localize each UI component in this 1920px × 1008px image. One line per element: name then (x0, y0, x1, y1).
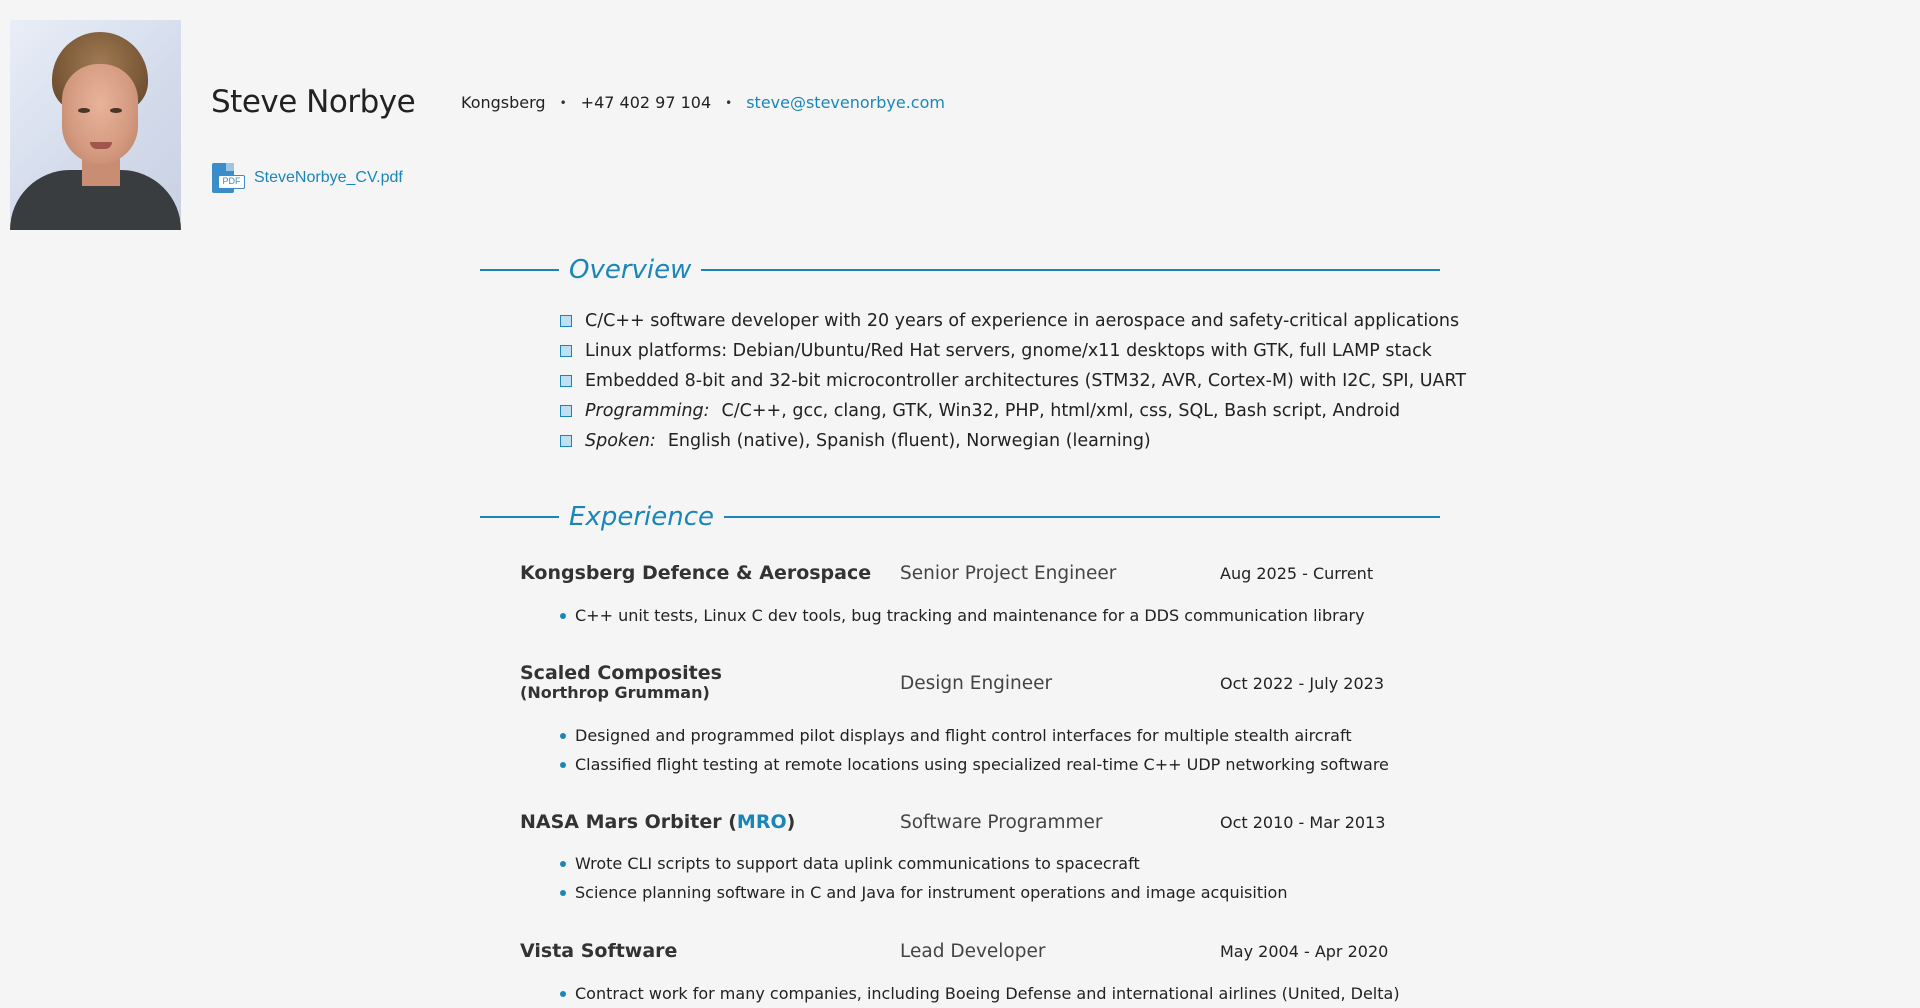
bullet-icon (560, 733, 566, 739)
divider (701, 269, 1440, 271)
pdf-icon[interactable]: PDF (212, 163, 245, 193)
job-dates: Aug 2025 - Current (1220, 564, 1374, 583)
job-title: Software Programmer (900, 812, 1103, 833)
square-bullet-icon (560, 345, 572, 357)
separator-dot: • (559, 95, 567, 110)
divider (480, 516, 559, 518)
job-title: Lead Developer (900, 941, 1046, 962)
overview-section-header (480, 250, 1440, 290)
divider (724, 516, 1440, 518)
square-bullet-icon (560, 315, 572, 327)
company-name: Vista Software (520, 940, 678, 962)
job-entry (520, 811, 1420, 902)
person-name: Steve Norbye (211, 84, 416, 120)
email-link[interactable]: steve@stevenorbye.com (746, 93, 945, 112)
bullet-icon (560, 613, 566, 619)
overview-item: Spoken: English (native), Spanish (fluent), Norwegian (learning) (560, 426, 1466, 456)
job-dates: Oct 2010 - Mar 2013 (1220, 813, 1386, 832)
contact-line (461, 93, 945, 112)
cv-download-link[interactable]: SteveNorbye_CV.pdf (254, 169, 403, 186)
job-bullet: Classified flight testing at remote locations using specialized real-time C++ UDP networking software (560, 750, 1389, 779)
square-bullet-icon (560, 405, 572, 417)
overview-key: Spoken: (585, 431, 656, 451)
bullet-icon (560, 861, 566, 867)
job-bullet: Science planning software in C and Java for instrument operations and image acquisition (560, 878, 1287, 907)
job-entry (520, 562, 1420, 625)
overview-key: Programming: (585, 401, 710, 421)
profile-photo (10, 20, 181, 220)
bullet-icon (560, 991, 566, 997)
section-title-overview: Overview (569, 255, 692, 285)
overview-item: Linux platforms: Debian/Ubuntu/Red Hat servers, gnome/x11 desktops with GTK, full LAMP stack (560, 336, 1466, 366)
location: Kongsberg (461, 93, 546, 112)
job-bullet: Designed and programmed pilot displays and flight control interfaces for multiple stealth aircraft (560, 721, 1389, 750)
phone-number: +47 402 97 104 (580, 93, 712, 112)
job-title: Design Engineer (900, 673, 1053, 694)
cv-download[interactable] (212, 163, 403, 193)
job-title: Senior Project Engineer (900, 563, 1117, 584)
overview-item: Embedded 8-bit and 32-bit microcontroller architectures (STM32, AVR, Cortex-M) with I2C, SPI, UART (560, 366, 1466, 396)
overview-item: C/C++ software developer with 20 years of experience in aerospace and safety-critical applications (560, 306, 1466, 336)
job-entry (520, 940, 1420, 1003)
company-name: Scaled Composites (Northrop Grumman) (520, 662, 722, 702)
job-dates: Oct 2022 - July 2023 (1220, 674, 1384, 693)
company-name: Kongsberg Defence & Aerospace (520, 562, 872, 584)
company-name: NASA Mars Orbiter (MRO) (520, 811, 796, 833)
job-entry (520, 662, 1420, 774)
job-bullet: C++ unit tests, Linux C dev tools, bug tracking and maintenance for a DDS communication library (560, 601, 1365, 630)
overview-list (560, 306, 1466, 456)
job-bullet: Contract work for many companies, including Boeing Defense and international airlines (United, Delta) (560, 979, 1400, 1008)
job-dates: May 2004 - Apr 2020 (1220, 942, 1389, 961)
experience-section-header (480, 497, 1440, 537)
company-parent: (Northrop Grumman) (520, 683, 710, 702)
section-title-experience: Experience (569, 502, 714, 532)
overview-item: Programming: C/C++, gcc, clang, GTK, Win32, PHP, html/xml, css, SQL, Bash script, Android (560, 396, 1466, 426)
job-bullet: Wrote CLI scripts to support data uplink communications to spacecraft (560, 849, 1287, 878)
bullet-icon (560, 762, 566, 768)
mro-link[interactable]: MRO (736, 811, 787, 833)
separator-dot: • (725, 95, 733, 110)
bullet-icon (560, 890, 566, 896)
square-bullet-icon (560, 435, 572, 447)
divider (480, 269, 559, 271)
square-bullet-icon (560, 375, 572, 387)
